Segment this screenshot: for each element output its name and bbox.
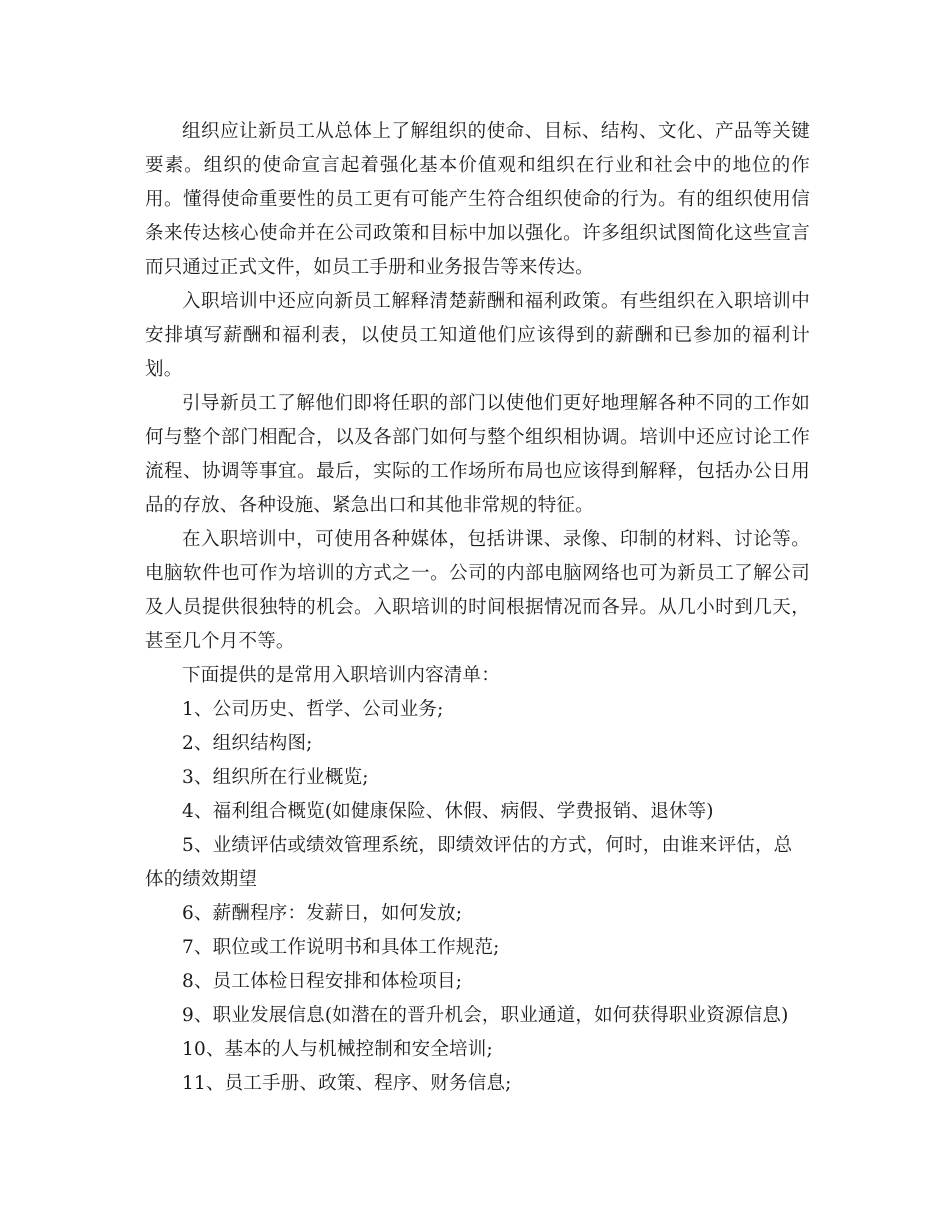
list-item: 6、薪酬程序：发薪日，如何发放; (182, 903, 463, 924)
paragraph-mission: 组织应让新员工从总体上了解组织的使命、目标、结构、文化、产品等关键要素。组织的使命宣言起着强化基本价值观和组织在行业和社会中的地位的作用。懂得使命重要性的员工更有可能产生符合组织使命的行为。有的组织使用信条来传达核心使命并在公司政策和目标中加以强化。许多组织试图简化这些宣言而只通过正式文件，如员工手册和业务报告等来传达。 (145, 121, 810, 278)
list-item: 1、公司历史、哲学、公司业务; (182, 699, 444, 720)
list-item: 11、员工手册、政策、程序、财务信息; (182, 1073, 512, 1094)
list-item: 2、组织结构图; (182, 733, 313, 754)
paragraph-department: 引导新员工了解他们即将任职的部门以使他们更好地理解各种不同的工作如何与整个部门相配合，以及各部门如何与整个组织相协调。培训中还应讨论工作流程、协调等事宜。最后，实际的工作场所布局也应该得到解释，包括办公日用品的存放、各种设施、紧急出口和其他非常规的特征。 (145, 393, 810, 516)
list-item: 4、福利组合概览(如健康保险、休假、病假、学费报销、退休等) (182, 801, 714, 822)
paragraph-media: 在入职培训中，可使用各种媒体，包括讲课、录像、印制的材料、讨论等。电脑软件也可作为培训的方式之一。公司的内部电脑网络也可为新员工了解公司及人员提供很独特的机会。入职培训的时间根据情况而各异。从几小时到几天，甚至几个月不等。 (145, 529, 810, 652)
list-item: 8、员工体检日程安排和体检项目; (182, 971, 463, 992)
paragraph-compensation: 入职培训中还应向新员工解释清楚薪酬和福利政策。有些组织在入职培训中安排填写薪酬和福利表，以使员工知道他们应该得到的薪酬和已参加的福利计划。 (145, 291, 810, 380)
list-item: 7、职位或工作说明书和具体工作规范; (182, 937, 500, 958)
paragraph-list-intro: 下面提供的是常用入职培训内容清单： (182, 665, 500, 686)
list-item: 3、组织所在行业概览; (182, 767, 369, 788)
list-item: 9、职业发展信息(如潜在的晋升机会，职业通道，如何获得职业资源信息) (182, 1005, 789, 1026)
list-item: 10、基本的人与机械控制和安全培训; (182, 1039, 493, 1060)
document-body (145, 115, 810, 1101)
list-item: 5、业绩评估或绩效管理系统，即绩效评估的方式，何时，由谁来评估，总体的绩效期望 (145, 835, 793, 890)
